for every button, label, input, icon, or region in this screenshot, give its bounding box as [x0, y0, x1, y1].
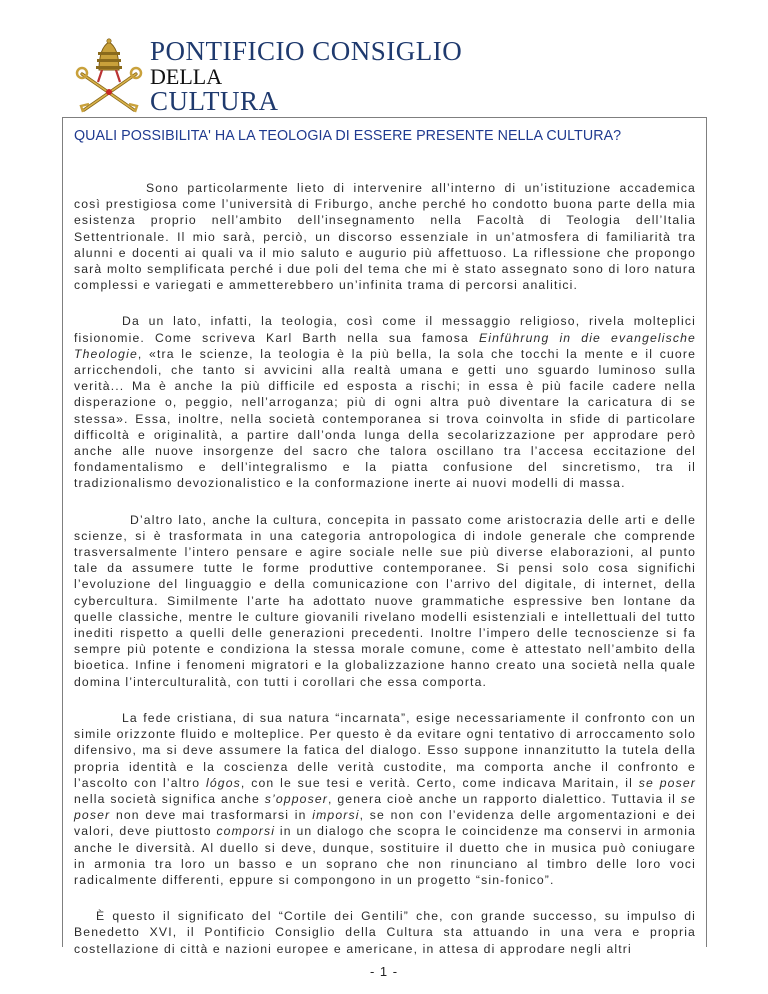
- org-line-2: DELLA: [150, 64, 223, 89]
- page-header: [74, 36, 494, 114]
- document-body: [74, 180, 696, 957]
- paragraph-3: D’altro lato, anche la cultura, concepita in passato come aristocrazia delle arti e delle scienze, si è trasformata in una categoria antropologica di indole generale che comprende trasversalmente l’intero pensare e agire sociale nelle sue più diverse elaborazioni, al punto tale da assumere tutte le forme produttive contemporanee. Si pensi solo cosa significhi l’evoluzione del linguaggio e della comunicazione con l’arrivo del digitale, di internet, della cybercultura. Similmente l’arte ha adottato nuove grammatiche espressive ben lontane da quelle classiche, mentre le culture giovanili rivelano modelli esistenziali e intellettuali del tutto inediti rispetto a quelli delle generazioni precedenti. Inoltre l’impero delle tecnoscienze si fa sempre più potente e condiziona la stessa morale comune, come è attestato nell’ambito della bioetica. Infine i fenomeni migratori e la globalizzazione hanno creato una società nella quale domina l’interculturalità, con tutti i corollari che essa comporta.: [74, 512, 696, 689]
- paragraph-1: Sono particolarmente lieto di intervenire all’interno di un’istituzione accademica così prestigiosa come l’università di Friburgo, anche perché ho condotto buona parte della mia esistenza proprio nell’ambito dell’insegnamento nella Facoltà di Teologia dell’Italia Settentrionale. Il mio sarà, perciò, un discorso essenziale in un’atmosfera di familiarità tra alunni e docenti ai quali va il mio saluto e augurio più affettuoso. La riflessione che propongo sarà molto semplificata perché i due poli del tema che mi è stato assegnato sono di loro natura complessi e variegati e ammetterebbero un’infinita trama di percorsi analitici.: [74, 181, 696, 293]
- document-title: QUALI POSSIBILITA' HA LA TEOLOGIA DI ESSERE PRESENTE NELLA CULTURA?: [74, 128, 622, 144]
- paragraph-2: Da un lato, infatti, la teologia, così come il messaggio religioso, rivela molteplici fisionomie. Come scriveva Karl Barth nella sua famosa Einführung in die evangelische Theologie, «tra le scienze, la teologia è la più bella, la sola che tocchi la mente e il cuore arricchendoli, che tanto si avvicini alla realtà umana e getti uno sguardo luminoso sulla verità... Ma è anche la più difficile ed esposta a rischi; in essa è più facile cadere nella disperazione o, peggio, nell’arroganza; più di ogni altra può diventare la caricatura di se stessa». Essa, inoltre, nella società contemporanea si trova coinvolta in sfide di particolare difficoltà e originalità, a partire dall’onda lunga della secolarizzazione per approdare però anche alle nuove insorgenze del sacro che talora oscillano tra l’accesa eccitazione del fondamentalismo e dell’integralismo e la piatta confusione del sincretismo, tra il tradizionalismo devozionalistico e la conformazione inerte ai nuovi modelli di massa.: [74, 314, 696, 491]
- page-number: - 1 -: [369, 964, 399, 979]
- organization-name: [150, 38, 462, 115]
- paragraph-4: La fede cristiana, di sua natura “incarnata”, esige necessariamente il confronto con un simile orizzonte fluido e molteplice. Per questo è da evitare ogni tentativo di arroccamento solo difensivo, ma si deve assumere la fatica del dialogo. Esso suppone innanzitutto la tutela della propria identità e la coscienza delle verità custodite, ma comporta anche il confronto e l’ascolto con l’altro lógos, con le sue tesi e verità. Certo, come indicava Maritain, il se poser nella società significa anche s’opposer, genera cioè anche un rapporto dialettico. Tuttavia il se poser non deve mai trasformarsi in imporsi, se non con l’evidenza delle argomentazioni e dei valori, deve piuttosto comporsi in un dialogo che scopra le coincidenze ma conservi in armonia anche le diversità. Al duello si deve, dunque, sostituire il duetto che in musica può coniugare in armonia tra loro un basso e un soprano che non rinunciano al timbro delle loro voci radicalmente differenti, eppure si compongono in un progetto “sin-fonico”.: [74, 710, 696, 887]
- org-line-1: PONTIFICIO CONSIGLIO: [150, 36, 463, 66]
- papal-coat-of-arms-icon: [74, 38, 144, 114]
- paragraph-5: È questo il significato del “Cortile dei Gentili” che, con grande successo, su impulso di Benedetto XVI, il Pontificio Consiglio della Cultura sta attuando in una vera e propria costellazione di città e nazioni europee e americane, in attesa di approdare negli altri: [74, 909, 696, 956]
- org-line-3: CULTURA: [150, 86, 279, 116]
